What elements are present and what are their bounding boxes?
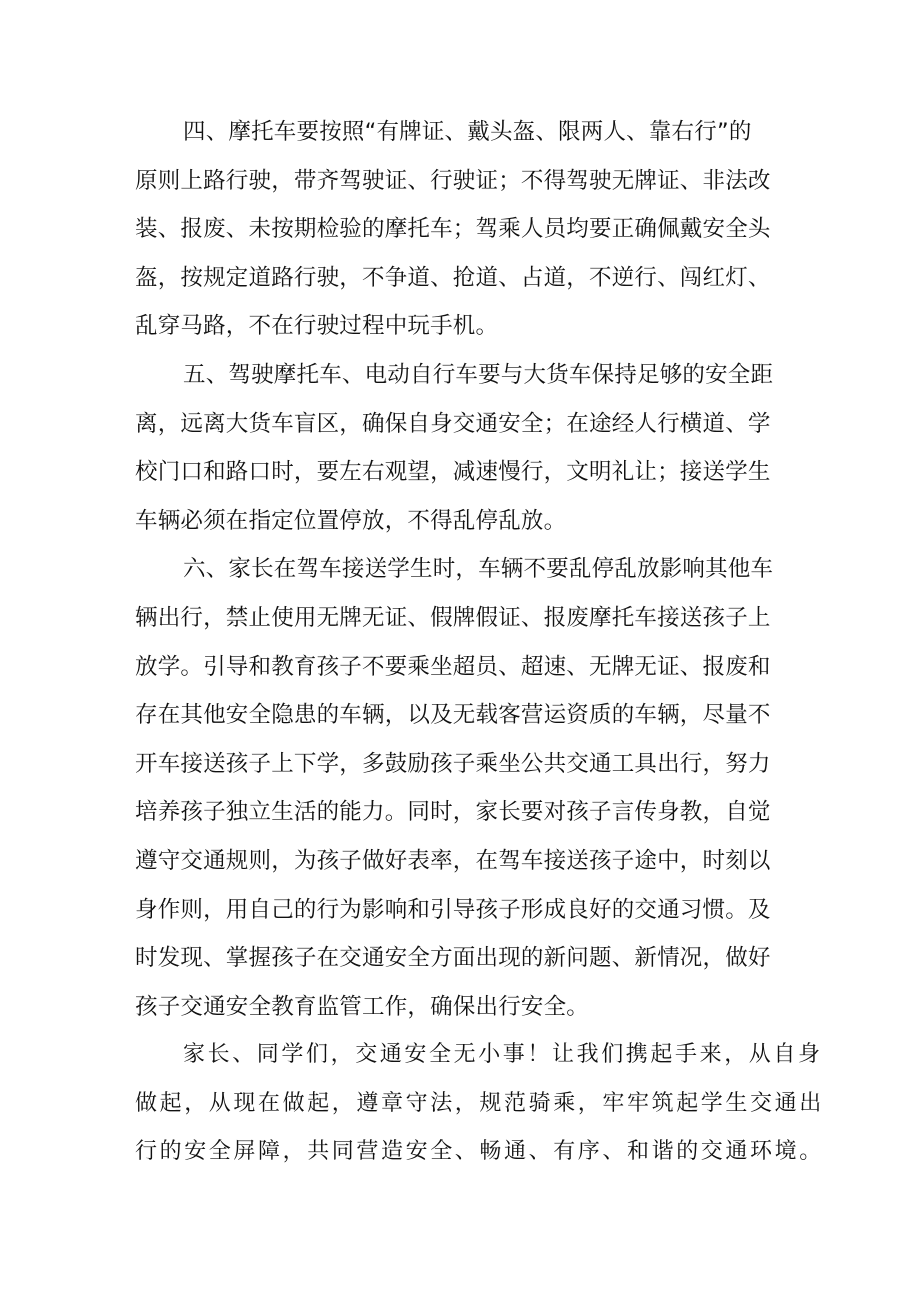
paragraph-line: 存在其他安全隐患的车辆，以及无载客营运资质的车辆，尽量不 [135, 702, 771, 729]
paragraph-section-five [135, 351, 810, 545]
paragraph-section-four [135, 108, 810, 351]
paragraph-line: 行的安全屏障，共同营造安全、畅通、有序、和谐的交通环境。 [135, 1139, 824, 1165]
paragraph-line: 盔，按规定道路行驶，不争道、抢道、占道，不逆行、闯红灯、 [135, 264, 771, 291]
paragraph-line: 装、报废、未按期检验的摩托车；驾乘人员均要正确佩戴安全头 [135, 216, 771, 243]
paragraph-line: 四、摩托车要按照“有牌证、戴头盔、限两人、靠右行”的 [183, 119, 752, 145]
paragraph-line: 辆出行，禁止使用无牌无证、假牌假证、报废摩托车接送孩子上 [135, 604, 771, 631]
paragraph-line: 身作则，用自己的行为影响和引导孩子形成良好的交通习惯。及 [135, 896, 771, 923]
paragraph-section-six [135, 545, 810, 1031]
paragraph-line: 放学。引导和教育孩子不要乘坐超员、超速、无牌无证、报废和 [135, 653, 771, 680]
paragraph-line: 遵守交通规则，为孩子做好表率，在驾车接送孩子途中，时刻以 [135, 847, 771, 874]
paragraph-closing [135, 1031, 824, 1177]
paragraph-line: 乱穿马路，不在行驶过程中玩手机。 [135, 313, 499, 340]
paragraph-line: 五、驾驶摩托车、电动自行车要与大货车保持足够的安全距 [183, 361, 774, 388]
paragraph-line: 车辆必须在指定位置停放，不得乱停乱放。 [135, 507, 567, 534]
paragraph-line: 时发现、掌握孩子在交通安全方面出现的新问题、新情况，做好 [135, 945, 771, 972]
paragraph-line: 校门口和路口时，要左右观望，减速慢行，文明礼让；接送学生 [135, 459, 771, 486]
paragraph-line: 开车接送孩子上下学，多鼓励孩子乘坐公共交通工具出行，努力 [135, 750, 771, 777]
paragraph-line: 家长、同学们，交通安全无小事！让我们携起手来，从自身 [183, 1042, 823, 1068]
paragraph-line: 做起，从现在做起，遵章守法，规范骑乘，牢牢筑起学生交通出 [135, 1090, 824, 1116]
paragraph-line: 离，远离大货车盲区，确保自身交通安全；在途经人行横道、学 [135, 410, 771, 437]
document-body [135, 108, 824, 1177]
paragraph-line: 原则上路行驶，带齐驾驶证、行驶证；不得驾驶无牌证、非法改 [135, 167, 771, 194]
paragraph-line: 培养孩子独立生活的能力。同时，家长要对孩子言传身教，自觉 [135, 799, 771, 826]
paragraph-line: 六、家长在驾车接送学生时，车辆不要乱停乱放影响其他车 [183, 556, 774, 583]
paragraph-line: 孩子交通安全教育监管工作，确保出行安全。 [135, 993, 590, 1020]
